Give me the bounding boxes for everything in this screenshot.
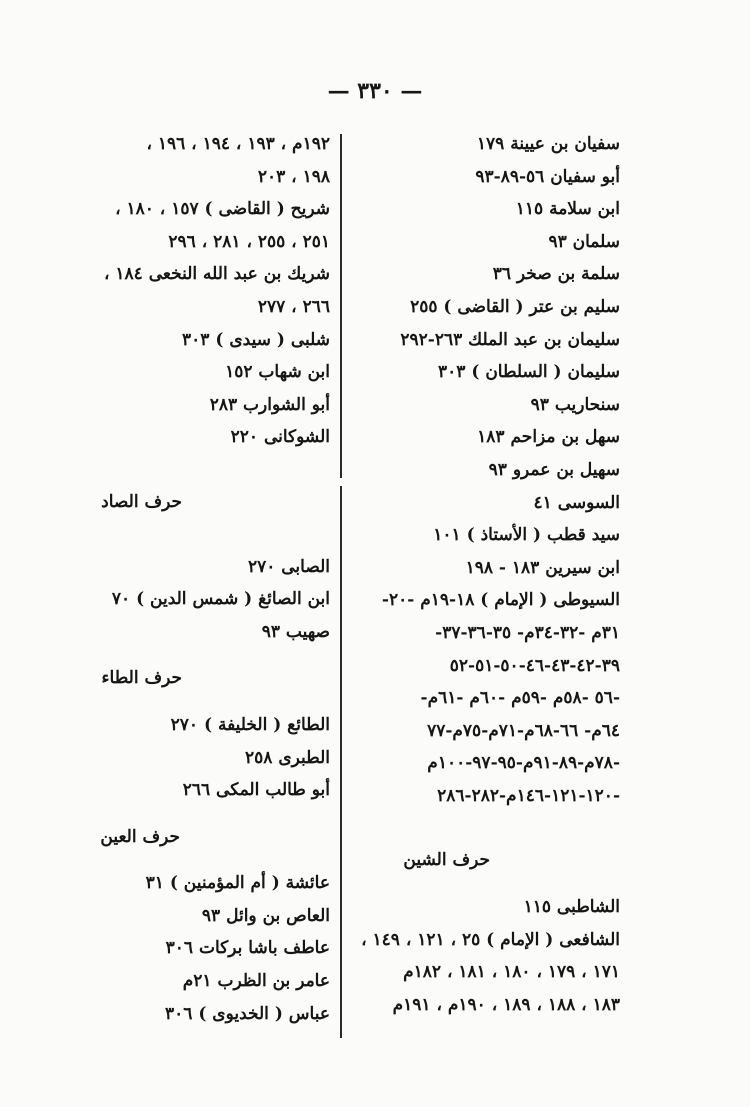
index-entry: سفيان بن عيينة ١٧٩ (476, 134, 620, 154)
section-heading-shin: حرف الشين (403, 850, 490, 871)
column-divider-bottom (340, 486, 342, 1038)
index-entry: ابن شهاب ١٥٢ (225, 362, 330, 383)
index-entry: عائشة ( أم المؤمنين ) ٣١ (145, 873, 330, 894)
index-entry-continuation: ١٩٢م ، ١٩٣ ، ١٩٤ ، ١٩٦ ، (146, 134, 330, 154)
index-entry: ابن سلامة ١١٥ (515, 199, 620, 220)
index-entry: سهل بن مزاحم ١٨٣ (477, 427, 620, 448)
index-entry: سهيل بن عمرو ٩٣ (488, 459, 620, 480)
index-entry: سلمان ٩٣ (548, 231, 620, 252)
section-heading-sad: حرف الصاد (101, 491, 182, 512)
index-entry-continuation: ١٧١ ، ١٧٩ ، ١٨٠ ، ١٨١ ، ١٨٢م (403, 962, 620, 983)
index-entry: سليمان بن عبد الملك ٢٦٣-٢٩٢ (400, 329, 620, 350)
index-entry-continuation: -٥٦ -٥٨م -٥٩م -٦٠م -٦١م- (420, 688, 620, 709)
index-entry: شريك بن عبد الله النخعى ١٨٤ ، (104, 264, 330, 285)
index-entry-continuation: ٢٥١ ، ٢٥٥ ، ٢٨١ ، ٢٩٦ (168, 231, 330, 252)
right-column (352, 128, 620, 1021)
index-entry-continuation: ٢٦٦ ، ٢٧٧ (257, 296, 330, 317)
column-divider-top (340, 134, 342, 478)
index-entry: ابن الصائغ ( شمس الدين ) ٧٠ (111, 589, 330, 610)
index-entry: الطبرى ٢٥٨ (245, 747, 330, 768)
section-heading-ta: حرف الطاء (101, 668, 182, 689)
index-entry: شلبى ( سيدى ) ٣٠٣ (182, 329, 330, 350)
index-entry: سليمان ( السلطان ) ٣٠٣ (438, 362, 620, 383)
index-entry-continuation: ١٨٣ ، ١٨٨ ، ١٨٩ ، ١٩٠م ، ١٩١م (392, 994, 620, 1015)
index-entry: أبو طالب المكى ٢٦٦ (182, 780, 330, 801)
index-entry: الصابى ٢٧٠ (247, 556, 330, 577)
index-entry: عامر بن الظرب ٢١م (182, 971, 330, 992)
index-entry: السيوطى ( الإمام ) ١٨-١٩م -٢٠- (381, 590, 620, 611)
index-entry: العاص بن وائل ٩٣ (201, 905, 330, 926)
page-number: — ٣٣٠ — (327, 78, 423, 104)
index-entry: سنحاريب ٩٣ (530, 394, 620, 415)
index-entry: أبو الشوارب ٢٨٣ (209, 394, 330, 415)
index-entry: سلمة بن صخر ٣٦ (492, 264, 620, 285)
index-entry: عباس ( الخديوى ) ٣٠٦ (165, 1003, 330, 1024)
index-entry-continuation: -٧٨م-٨٩-٩١م-٩٥-٩٧-١٠٠م (427, 753, 620, 774)
index-entry: صهيب ٩٣ (261, 621, 330, 642)
left-column (72, 128, 330, 1030)
index-entry: الشافعى ( الإمام ) ٢٥ ، ١٢١ ، ١٤٩ ، (361, 929, 620, 950)
index-entry: السوسى ٤١ (533, 492, 620, 513)
section-heading-ain: حرف العين (100, 826, 180, 847)
index-entry-continuation: ٣٩-٤٢-٤٣-٤٦-٥٠-٥١-٥٢ (449, 655, 620, 676)
index-entry-continuation: ٣١م -٣٢-٣٤م- ٣٥-٣٦-٣٧- (435, 622, 620, 643)
index-entry-continuation: ١٩٨ ، ٢٠٣ (257, 166, 330, 187)
index-entry: شريح ( القاضى ) ١٥٧ ، ١٨٠ ، (115, 199, 330, 220)
index-entry: عاطف باشا بركات ٣٠٦ (165, 938, 330, 959)
index-entry: سيد قطب ( الأستاذ ) ١٠١ (433, 525, 620, 546)
index-entry: أبو سفيان ٥٦-٨٩-٩٣ (475, 166, 620, 187)
index-entry: الشوكانى ٢٢٠ (230, 427, 330, 448)
index-entry-continuation: ٦٤م- ٦٦-٦٨م-٧١م-٧٥م-٧٧ (427, 720, 620, 741)
index-entry: الشاطبى ١١٥ (523, 897, 620, 918)
index-entry: ابن سيرين ١٨٣ - ١٩٨ (465, 557, 620, 578)
index-entry: الطائع ( الخليفة ) ٢٧٠ (170, 714, 330, 735)
index-entry-continuation: -١٢٠-١٢١-١٤٦م-٢٨٢-٢٨٦ (437, 785, 620, 806)
index-entry: سليم بن عتر ( القاضى ) ٢٥٥ (410, 296, 620, 317)
